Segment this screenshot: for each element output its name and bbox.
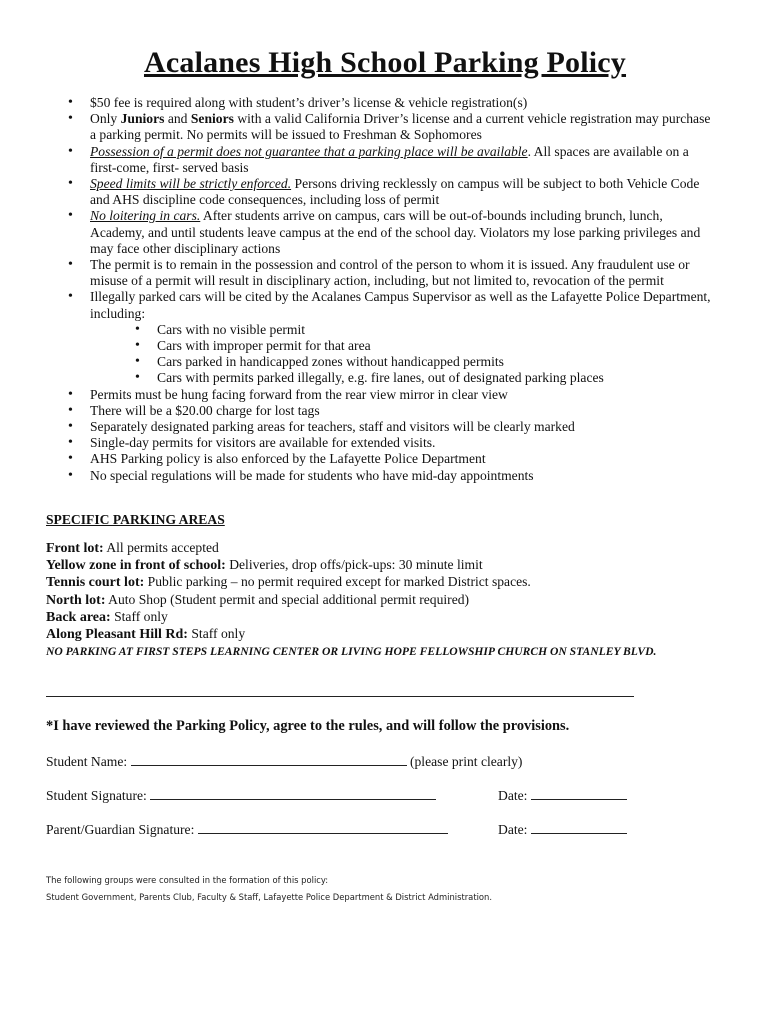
- rule-item: • Illegally parked cars will be cited by the Acalanes Campus Supervisor as well as the Lafayette Police Department, including: • Cars with no visible permit • Cars with improper permit for that area • Cars parked in handicapped zones without handicapped permits • Cars with permits parked illegally, e.g. fire lanes, out of designated parking places: [68, 289, 718, 386]
- student-date-line[interactable]: [531, 787, 627, 800]
- divider-line: [46, 696, 634, 697]
- rule-item: • Possession of a permit does not guarantee that a parking place will be available. All spaces are available on a first-come, first- served basis: [68, 144, 718, 176]
- parent-date-field[interactable]: Date:: [498, 821, 627, 838]
- no-parking-notice: NO PARKING AT FIRST STEPS LEARNING CENTER OR LIVING HOPE FELLOWSHIP CHURCH ON STANLEY BLVD.: [46, 645, 657, 659]
- rule-item: • No special regulations will be made for students who have mid-day appointments: [68, 468, 718, 484]
- parent-signature-line[interactable]: [198, 821, 448, 834]
- rule-item: • Permits must be hung facing forward from the rear view mirror in clear view: [68, 387, 718, 403]
- rule-item: • $50 fee is required along with student’s driver’s license & vehicle registration(s): [68, 95, 718, 111]
- student-name-line[interactable]: [131, 753, 407, 766]
- rule-item: • Separately designated parking areas for teachers, staff and visitors will be clearly marked: [68, 419, 718, 435]
- page-title: Acalanes High School Parking Policy: [143, 46, 627, 79]
- area-yellow-zone: Yellow zone in front of school: Deliveries, drop offs/pick-ups: 30 minute limit: [46, 557, 483, 574]
- area-front-lot: Front lot: All permits accepted: [46, 540, 219, 556]
- policy-rules-list: [68, 95, 718, 484]
- citation-item: • Cars with no visible permit: [135, 322, 718, 338]
- citation-list: [90, 322, 718, 387]
- rule-item: • There will be a $20.00 charge for lost tags: [68, 403, 718, 419]
- rule-item: • Only Juniors and Seniors with a valid California Driver’s license and a current vehicle registration may purchase a parking permit. No permits will be issued to Freshman & Sophomores: [68, 111, 718, 143]
- area-north-lot: North lot: Auto Shop (Student permit and special additional permit required): [46, 591, 470, 608]
- parking-areas: [46, 540, 736, 660]
- citation-item: • Cars with permits parked illegally, e.g. fire lanes, out of designated parking places: [135, 370, 718, 386]
- student-signature-field[interactable]: Student Signature:: [46, 787, 436, 804]
- student-date-field[interactable]: Date:: [498, 787, 627, 804]
- rule-item: • AHS Parking policy is also enforced by the Lafayette Police Department: [68, 451, 718, 467]
- parent-date-line[interactable]: [531, 821, 627, 834]
- area-pleasant-hill-rd: Along Pleasant Hill Rd: Staff only: [46, 626, 246, 643]
- area-tennis-court-lot: Tennis court lot: Public parking – no permit required except for marked District spaces.: [46, 574, 531, 591]
- footer-note: The following groups were consulted in the formation of this policy: Student Government, Parents Club, Faculty & Staff, Lafayette Police Department & District Administration.: [46, 875, 493, 902]
- agreement-statement: *I have reviewed the Parking Policy, agree to the rules, and will follow the provisions.: [46, 718, 570, 734]
- parking-areas-heading: SPECIFIC PARKING AREAS: [46, 512, 225, 527]
- rule-item: • Speed limits will be strictly enforced. Persons driving recklessly on campus will be subject to both Vehicle Code and AHS discipline code consequences, including loss of permit: [68, 176, 718, 208]
- citation-item: • Cars parked in handicapped zones without handicapped permits: [135, 354, 718, 370]
- rule-item: • No loitering in cars. After students arrive on campus, cars will be out-of-bounds including brunch, lunch, Academy, and until students leave campus at the end of the school day. Violators my lose parking privileges and may face other disciplinary actions: [68, 208, 718, 257]
- rule-item: • Single-day permits for visitors are available for extended visits.: [68, 435, 718, 451]
- student-name-field[interactable]: Student Name: (please print clearly): [46, 754, 523, 769]
- area-back-area: Back area: Staff only: [46, 608, 168, 625]
- citation-item: • Cars with improper permit for that area: [135, 338, 718, 354]
- student-signature-line[interactable]: [150, 787, 436, 800]
- parent-signature-field[interactable]: Parent/Guardian Signature:: [46, 821, 448, 838]
- rule-item: • The permit is to remain in the possession and control of the person to whom it is issued. Any fraudulent use or misuse of a permit will result in disciplinary action, including, but not limited to, revocation of the permit: [68, 257, 718, 289]
